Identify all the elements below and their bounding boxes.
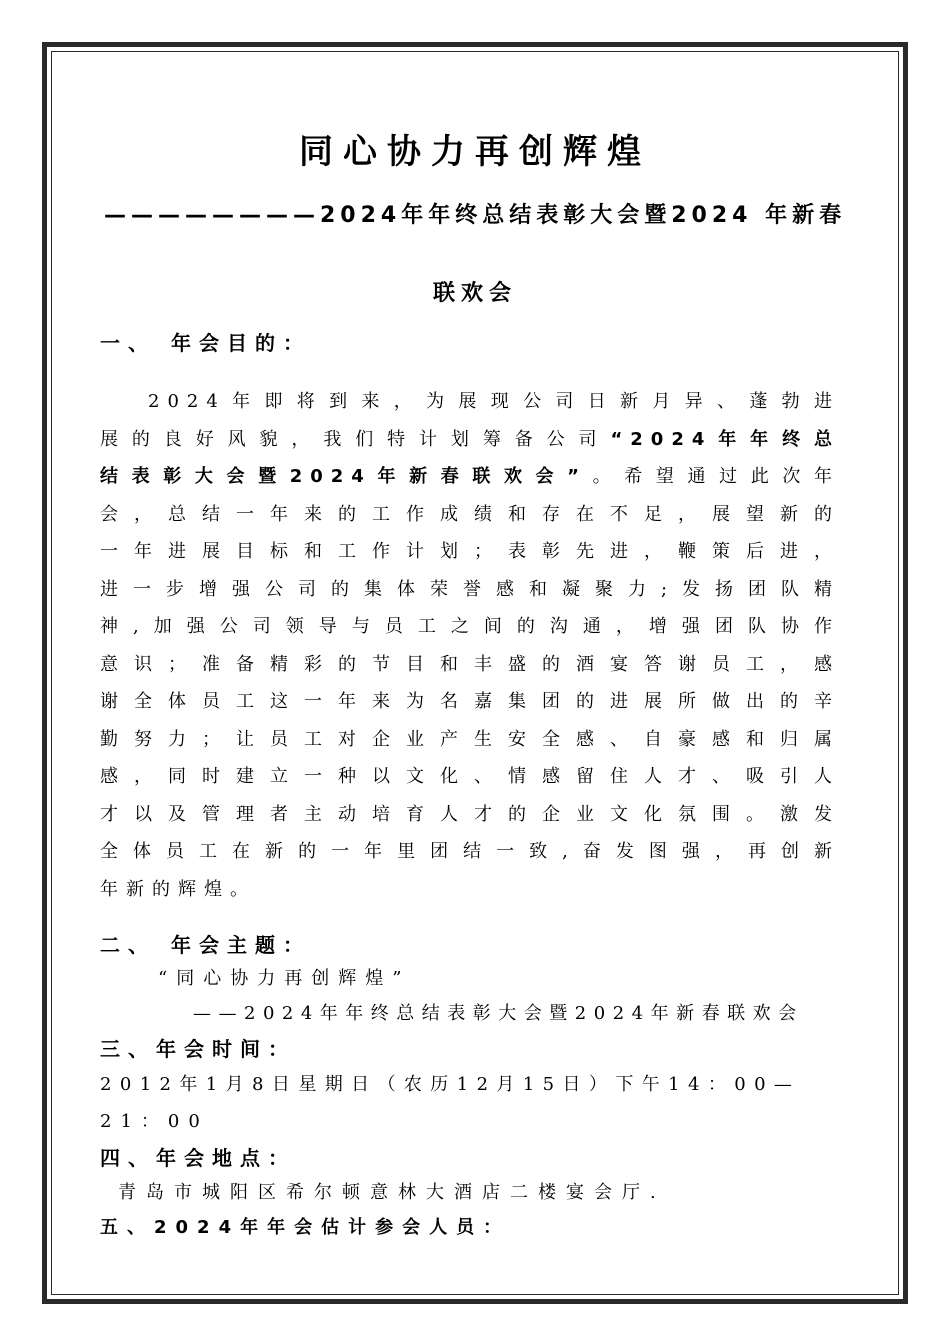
paragraph-line: 会，总结一年来的工作成绩和存在不足，展望新的: [100, 503, 840, 525]
paragraph-line: 谢全体员工这一年来为名嘉集团的进展所做出的辛: [100, 691, 840, 712]
section-4-heading: 四、年会地点：: [100, 1146, 296, 1170]
paragraph-line: 一年进展目标和工作计划；表彰先进，鞭策后进，: [100, 541, 840, 562]
paragraph-line: 年新的辉煌。: [100, 878, 256, 900]
event-name-bold: 结表彰大会暨2024年新春联欢会”: [100, 466, 588, 487]
paragraph-line: 进一步增强公司的集体荣誉感和凝聚力;发扬团队精: [100, 578, 840, 600]
section-2-heading: 二、 年会主题：: [100, 933, 311, 957]
document-subtitle-line1: ————————2024年年终总结表彰大会暨2024 年新春: [104, 203, 847, 228]
section-3-heading: 三、年会时间：: [100, 1037, 296, 1061]
paragraph-line: 展的良好风貌，我们特计划筹备公司“2024年年终总: [100, 428, 840, 450]
paragraph-line: 才以及管理者主动培育人才的企业文化氛围。激发: [100, 803, 840, 825]
document-subtitle-line2: 联欢会: [432, 281, 517, 306]
paragraph-line: 2024年即将到来，为展现公司日新月异、蓬勃进: [148, 391, 840, 412]
theme-line2: ——2024年年终总结表彰大会暨2024年新春联欢会: [193, 1003, 804, 1024]
paragraph-line: 神,加强公司领导与员工之间的沟通，增强团队协作: [100, 616, 840, 637]
section-5-heading: 五、2024年年会估计参会人员：: [100, 1217, 511, 1238]
paragraph-line: 全体员工在新的一年里团结一致,奋发图强，再创新: [100, 841, 840, 862]
paragraph-line: 感，同时建立一种以文化、情感留住人才、吸引人: [100, 766, 840, 787]
event-name-bold: “2024年年终总: [610, 428, 840, 450]
paragraph-line: 勤努力；让员工对企业产生安全感、自豪感和归属: [100, 728, 840, 750]
time-line1: 2012年1月8日星期日（农历12月15日）下午14：00—: [100, 1074, 801, 1095]
location-text: 青岛市城阳区希尔顿意林大酒店二楼宴会厅.: [118, 1182, 666, 1203]
paragraph-line: 结表彰大会暨2024年新春联欢会”。希望通过此次年: [100, 466, 840, 487]
document-title: 同心协力再创辉煌: [299, 132, 651, 172]
theme-line1: “同心协力再创辉煌”: [158, 968, 411, 989]
time-line2: 21：00: [100, 1111, 209, 1132]
paragraph-line: 意识；准备精彩的节目和丰盛的酒宴答谢员工，感: [100, 653, 840, 675]
section-1-paragraph: [100, 383, 840, 908]
section-1-heading: 一、 年会目的：: [100, 331, 311, 355]
